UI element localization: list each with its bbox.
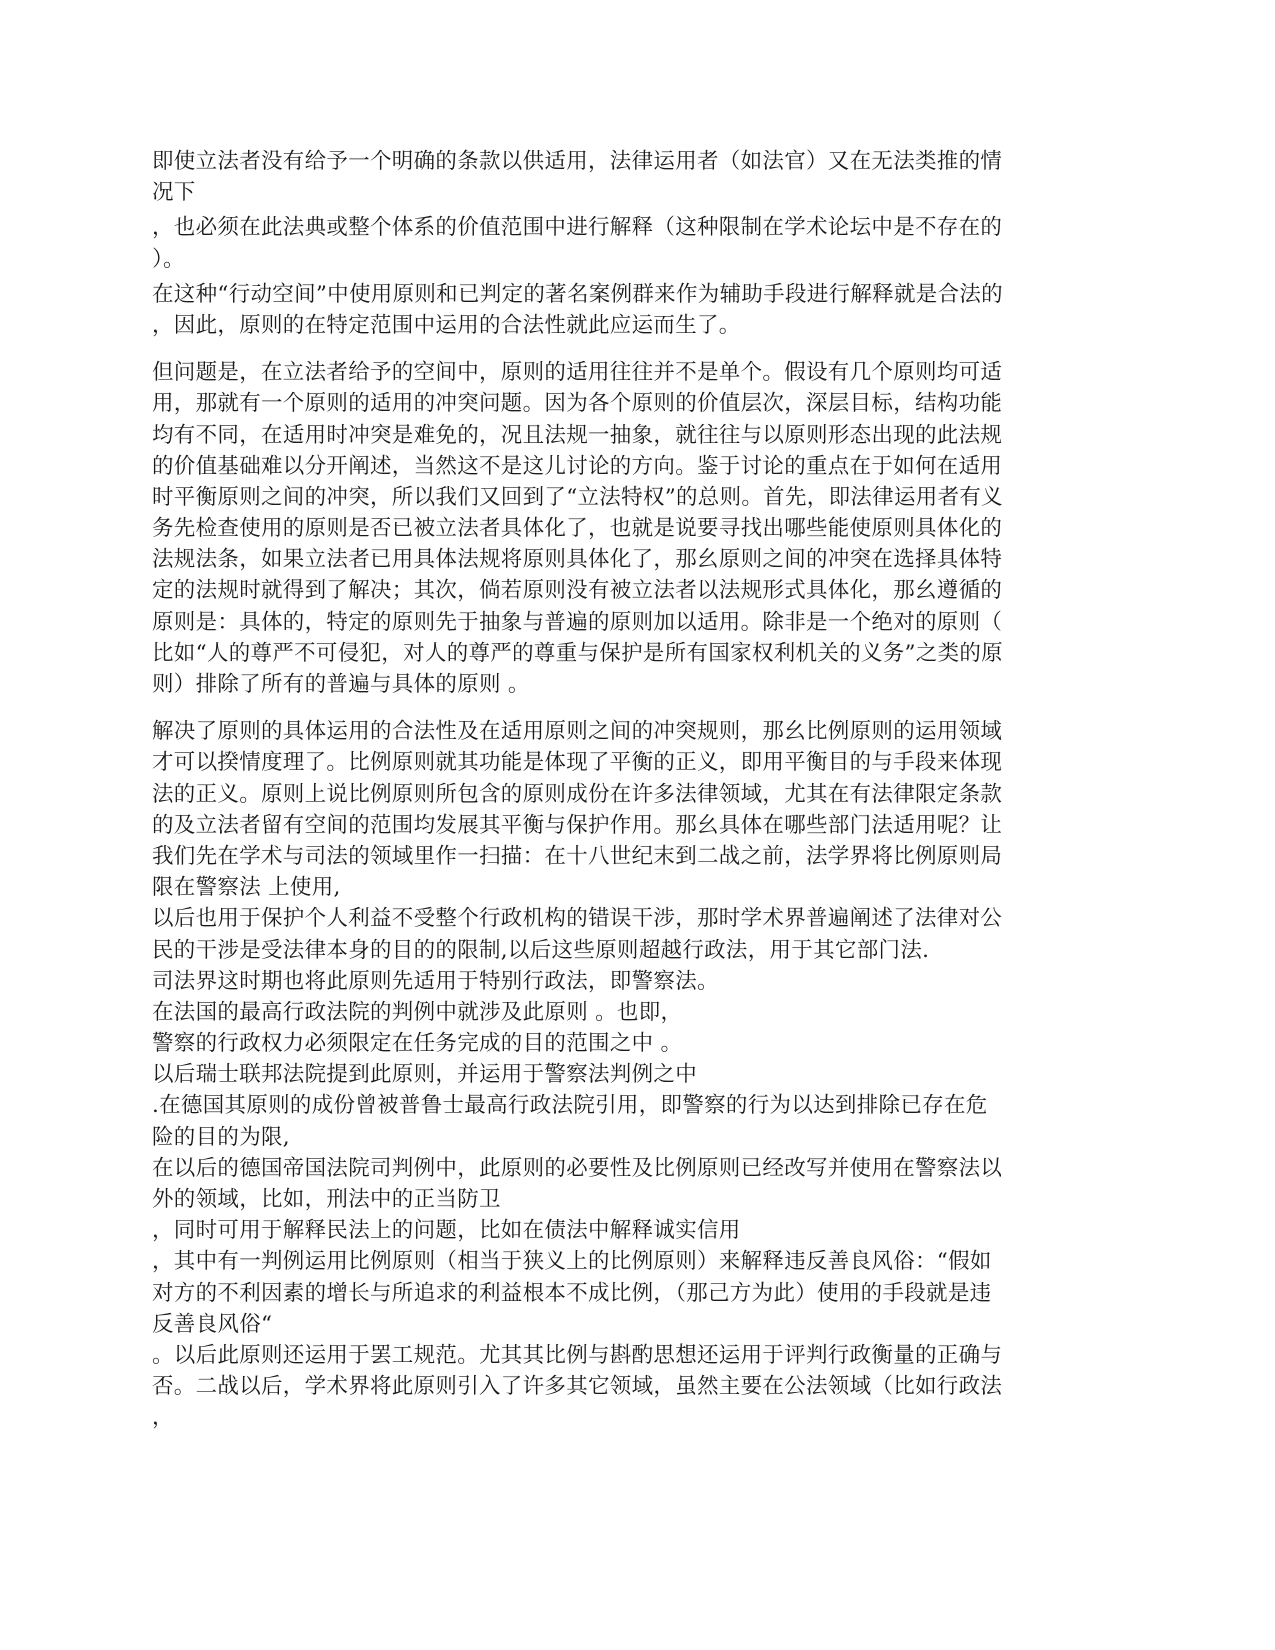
text-line: 反善良风俗“ [152,1311,273,1337]
text-line: 但问题是，在立法者给予的空间中，原则的适用往往并不是单个。假设有几个原则均可适 [152,360,1003,386]
text-line: 的价值基础难以分开阐述，当然这不是这儿讨论的方向。鉴于讨论的重点在于如何在适用 [152,453,1003,479]
text-line: 限在警察法 上使用, [152,875,341,901]
text-line: 务先检查使用的原则是否已被立法者具体化了，也就是说要寻找出哪些能使原则具体化的 [152,516,1003,542]
text-line: 法规法条，如果立法者已用具体法规将原则具体化了，那幺原则之间的冲突在选择具体特 [152,547,1003,573]
text-line: 外的领域，比如，刑法中的正当防卫 [152,1187,501,1212]
text-line: 以后瑞士联邦法院提到此原则，并运用于警察法判例之中 [152,1062,698,1088]
text-line: 在法国的最高行政法院的判例中就涉及此原则 。也即， [152,999,683,1025]
document-body [152,146,1127,1434]
text-line: 民的干涉是受法律本身的目的的限制,以后这些原则超越行政法，用于其它部门法. [152,937,930,963]
text-line: 均有不同，在适用时冲突是难免的，况且法规一抽象，就往往与以原则形态出现的此法规 [152,422,1003,448]
text-line: 否。二战以后，学术界将此原则引入了许多其它领域，虽然主要在公法领域（比如行政法 [152,1374,1003,1400]
text-line: 险的目的为限, [152,1124,290,1150]
text-line: 法的正义。原则上说比例原则所包含的原则成份在许多法律领域，尤其在有法律限定条款 [152,781,1003,807]
text-line: 比如“人的尊严不可侵犯，对人的尊严的尊重与保护是所有国家权利机关的义务”之类的原 [152,640,1003,666]
text-line: ，也必须在此法典或整个体系的价值范围中进行解释（这种限制在学术论坛中是不存在的 [152,215,1003,241]
text-line: 在以后的德国帝国法院司判例中，此原则的必要性及比例原则已经改写并使用在警察法以 [152,1155,1003,1181]
text-line: ，因此，原则的在特定范围中运用的合法性就此应运而生了。 [152,312,741,338]
text-line: 况下 [152,180,196,206]
text-line: 在这种“行动空间”中使用原则和已判定的著名案例群来作为辅助手段进行解释就是合法的 [152,281,1003,307]
text-line: .在德国其原则的成份曾被普鲁士最高行政法院引用，即警察的行为以达到排除已存在危 [152,1093,988,1119]
text-line: 用，那就有一个原则的适用的冲突问题。因为各个原则的价值层次，深层目标，结构功能 [152,391,1003,417]
text-line: 以后也用于保护个人利益不受整个行政机构的错误干涉，那时学术界普遍阐述了法律对公 [152,906,1003,932]
text-line: 。以后此原则还运用于罢工规范。尤其其比例与斟酌思想还运用于评判行政衡量的正确与 [152,1342,1003,1368]
text-line: 司法界这时期也将此原则先适用于特别行政法，即警察法。 [152,968,719,994]
text-line: ， [152,1405,174,1431]
text-line: ，其中有一判例运用比例原则（相当于狭义上的比例原则）来解释违反善良风俗：“假如 [152,1249,992,1275]
text-line: 警察的行政权力必须限定在任务完成的目的范围之中 。 [152,1031,683,1057]
text-line: 即使立法者没有给予一个明确的条款以供适用，法律运用者（如法官）又在无法类推的情 [152,149,1003,174]
text-line: 则）排除了所有的普遍与具体的原则 。 [152,672,530,697]
text-line: 原则是：具体的，特定的原则先于抽象与普遍的原则加以适用。除非是一个绝对的原则（ [152,609,1003,635]
text-line: 我们先在学术与司法的领域里作一扫描：在十八世纪末到二战之前，法学界将比例原则局 [152,843,1003,869]
text-line: ，同时可用于解释民法上的问题，比如在债法中解释诚实信用 [152,1218,741,1244]
text-line: 定的法规时就得到了解决；其次，倘若原则没有被立法者以法规形式具体化，那幺遵循的 [152,578,1003,604]
text-line: 的及立法者留有空间的范围均发展其平衡与保护作用。那幺具体在哪些部门法适用呢？让 [152,812,1003,838]
text-line: 时平衡原则之间的冲突，所以我们又回到了“立法特权”的总则。首先，即法律运用者有义 [152,484,1003,510]
text-line: ）。 [152,246,185,272]
text-line: 对方的不利因素的增长与所追求的利益根本不成比例，（那己方为此）使用的手段就是违 [152,1280,992,1306]
text-line: 才可以揆情度理了。比例原则就其功能是体现了平衡的正义，即用平衡目的与手段来体现 [152,750,1003,776]
text-line: 解决了原则的具体运用的合法性及在适用原则之间的冲突规则，那幺比例原则的运用领域 [152,719,1003,745]
